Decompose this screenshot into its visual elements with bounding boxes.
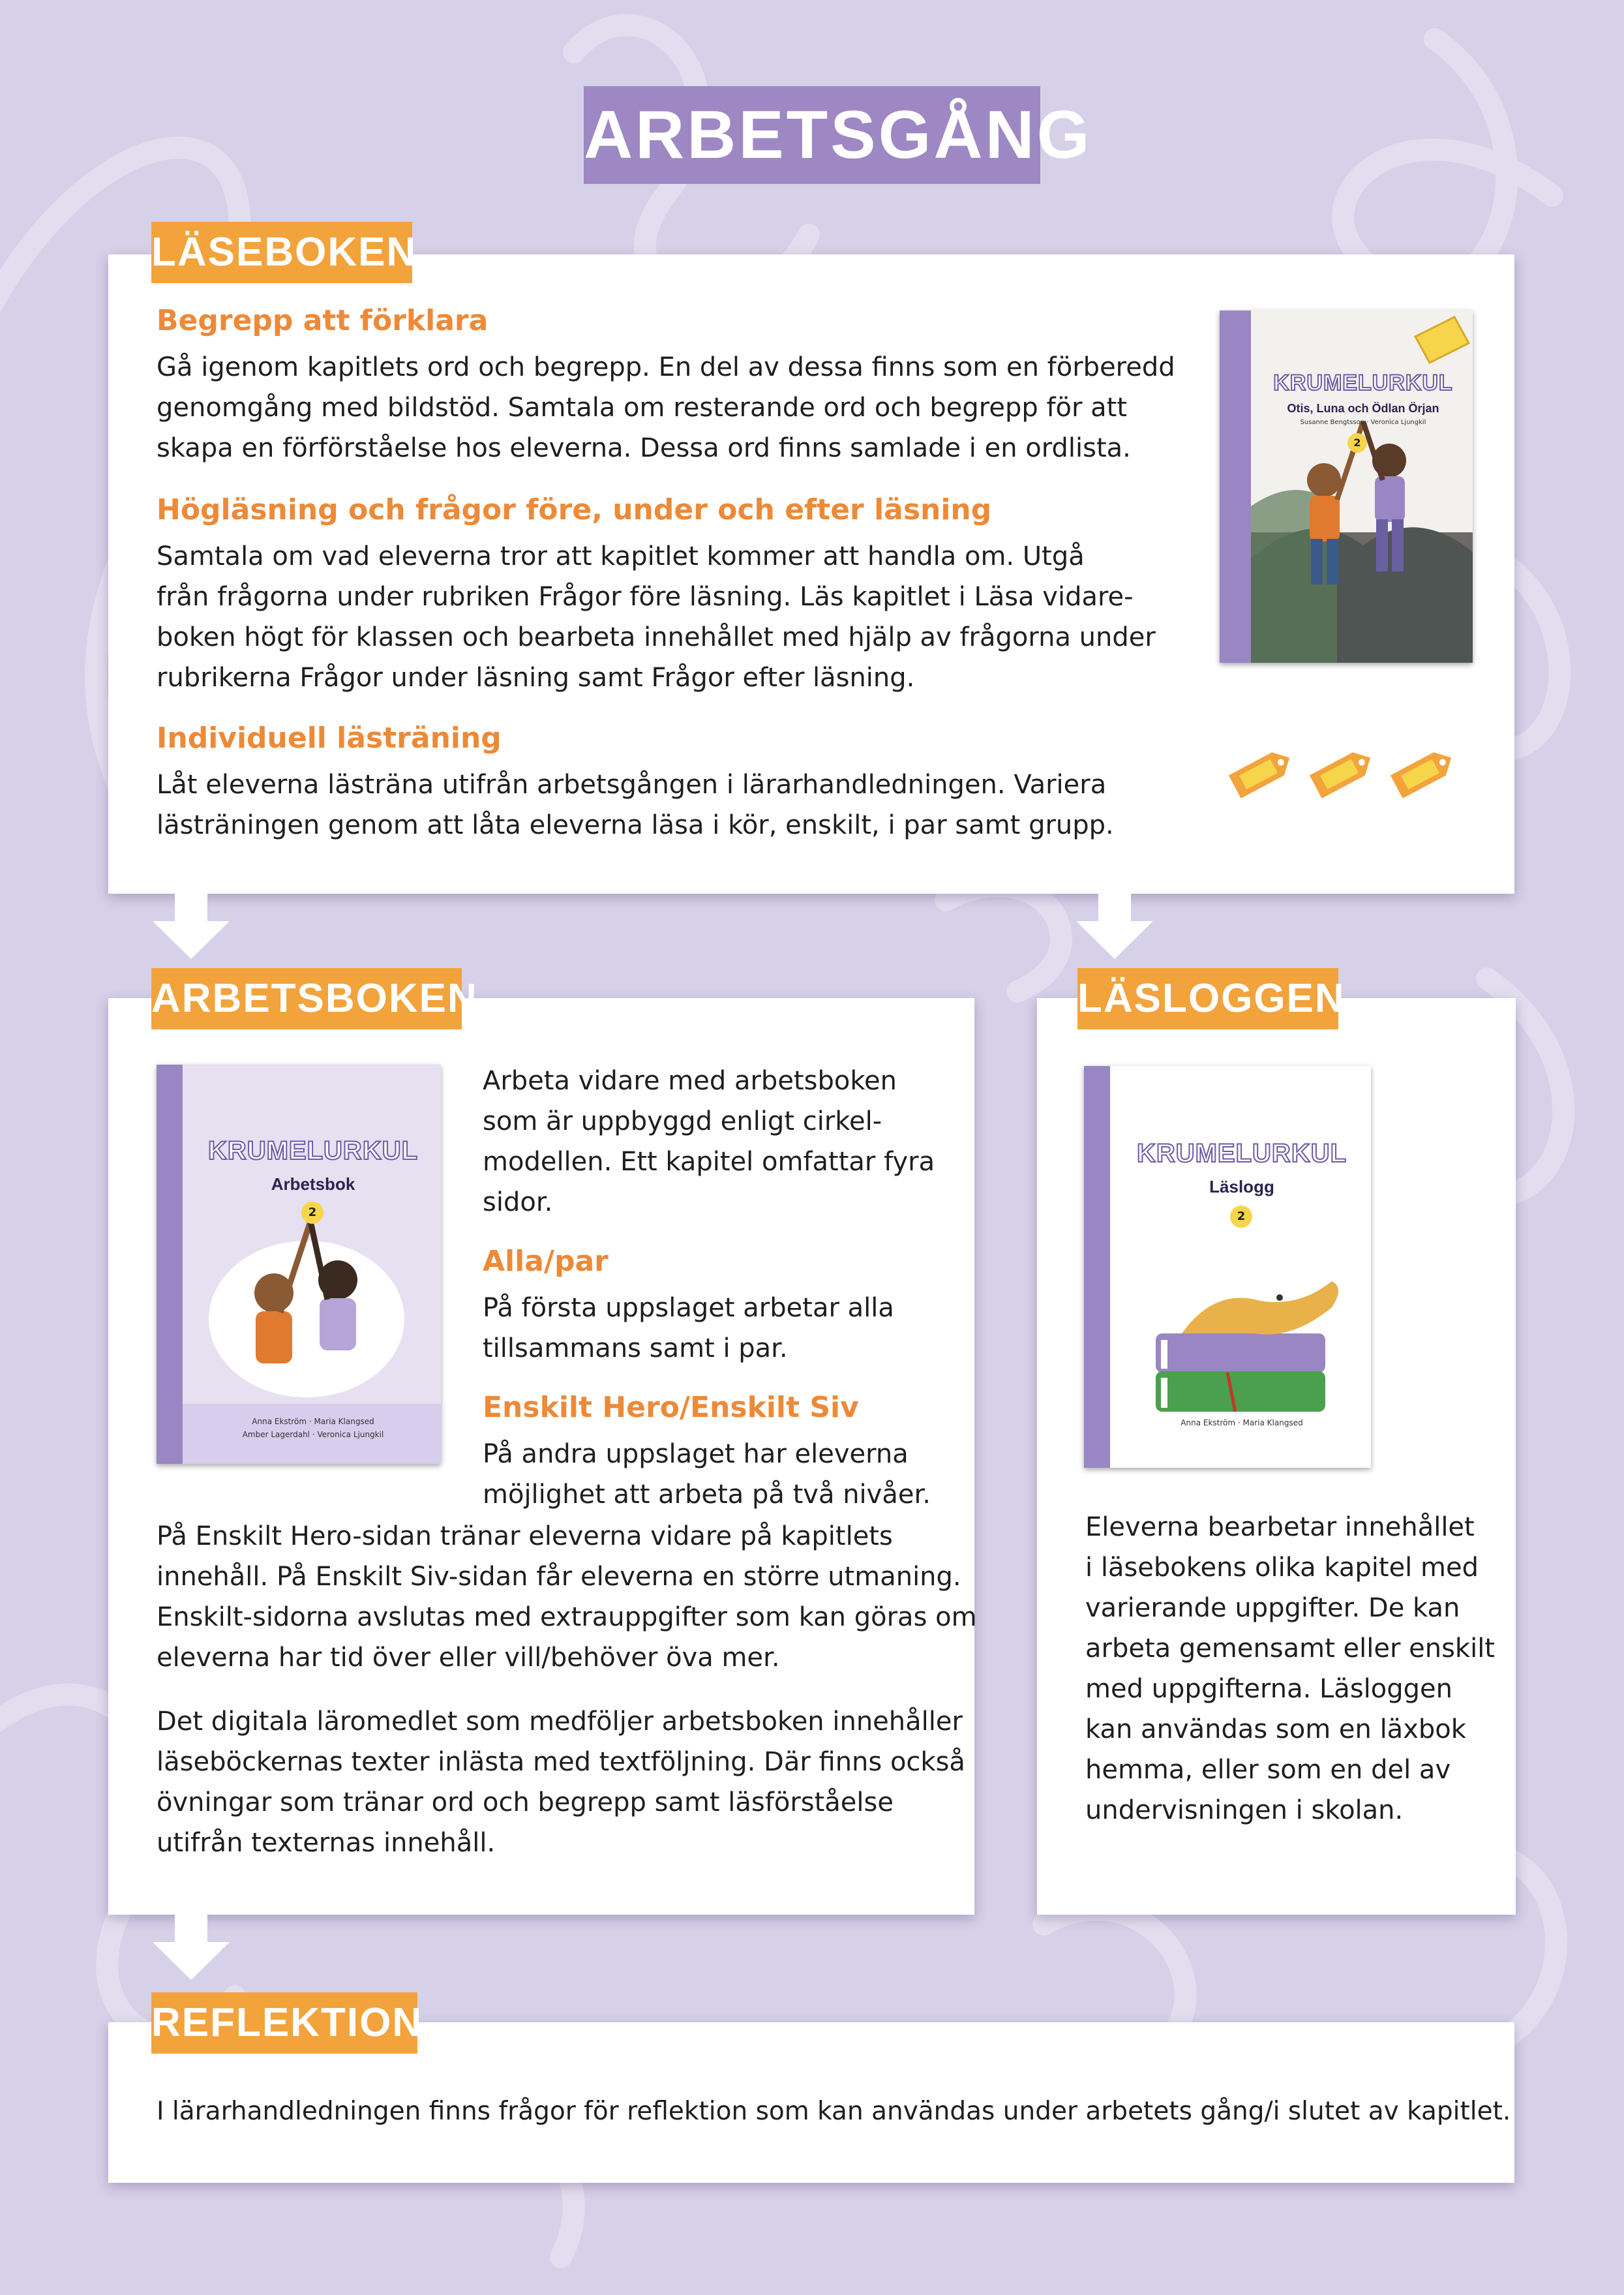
book-title: Läslogg <box>1209 1177 1274 1196</box>
alla-par-text <box>483 1288 894 1369</box>
laseboken-label-text: LÄSEBOKEN <box>151 230 417 275</box>
text-line: med uppgifterna. Läsloggen <box>1085 1674 1452 1704</box>
text-line: genomgång med bildstöd. Samtala om resterande ord och begrepp för att <box>157 393 1128 423</box>
text-line: skapa en förförståelse hos eleverna. Dessa ord finns samlade i en ordlista. <box>157 433 1131 463</box>
arbetsboken-body <box>157 1516 977 1678</box>
book-authors: Susanne Bengtsson · Veronica Ljungkil <box>1300 419 1426 426</box>
laseboken-label <box>151 222 417 283</box>
text-line: läseböckernas texter inlästa med textföljning. Där finns också <box>157 1747 965 1777</box>
text-line: På första uppslaget arbetar alla <box>483 1293 894 1323</box>
text-line: Eleverna bearbetar innehållet <box>1085 1512 1475 1542</box>
lasloggen-label-text: LÄSLOGGEN <box>1077 976 1346 1021</box>
arbetsboken-intro <box>483 1061 935 1223</box>
text-line: innehåll. På Enskilt Siv-sidan får eleverna en större utmaning. <box>157 1562 961 1592</box>
text-line: Gå igenom kapitlets ord och begrepp. En del av dessa finns som en förberedd <box>157 352 1175 382</box>
book-number: 2 <box>301 1202 323 1224</box>
text-line: övningar som tränar ord och begrepp samt läsförståelse <box>157 1787 894 1817</box>
lasloggen-book-cover <box>1084 1066 1371 1468</box>
text-line: modellen. Ett kapitel omfattar fyra <box>483 1147 935 1177</box>
section-text <box>157 765 1114 845</box>
text-line: möjlighet att arbeta på två nivåer. <box>483 1480 931 1510</box>
reflektion-text: I lärarhandledningen finns frågor för reflektion som kan användas under arbetets gång/i slutet av kapitlet. <box>157 2097 1511 2126</box>
book-authors: Anna Ekström · Maria Klangsed <box>252 1417 374 1426</box>
price-tag-icon <box>1218 737 1303 809</box>
text-line: eleverna har tid över eller vill/behöver öva mer. <box>157 1643 780 1673</box>
book-brand: KRUMELURKUL <box>1273 371 1453 395</box>
enskilt-heading: Enskilt Hero/Enskilt Siv <box>483 1391 859 1424</box>
arbetsboken-label-text: ARBETSBOKEN <box>151 976 478 1021</box>
text-line: kan användas som en läxbok <box>1085 1714 1466 1744</box>
alla-par-heading: Alla/par <box>483 1245 609 1278</box>
arrow-down-icon <box>1076 894 1153 959</box>
section-heading: Begrepp att förklara <box>157 304 489 337</box>
text-line: sidor. <box>483 1187 553 1217</box>
text-line: lästräningen genom att låta eleverna läsa i kör, enskilt, i par samt grupp. <box>157 810 1114 840</box>
arrow-down-icon <box>153 894 230 959</box>
lasloggen-label <box>1077 968 1346 1029</box>
book-brand: KRUMELURKUL <box>1136 1139 1347 1168</box>
section-text <box>157 347 1175 468</box>
page-title-banner <box>584 86 1092 184</box>
book-title: Otis, Luna och Ödlan Örjan <box>1287 402 1439 415</box>
text-line: undervisningen i skolan. <box>1085 1795 1404 1825</box>
text-line: Det digitala läromedlet som medföljer arbetsboken innehåller <box>157 1707 963 1737</box>
text-line: Samtala om vad eleverna tror att kapitlet kommer att handla om. Utgå <box>157 541 1085 571</box>
enskilt-text <box>483 1434 931 1515</box>
book-number: 2 <box>1230 1206 1252 1228</box>
arbetsboken-book-cover <box>157 1065 441 1464</box>
reflektion-label <box>151 1992 423 2054</box>
text-line: tillsammans samt i par. <box>483 1333 788 1363</box>
text-line: som är uppbyggd enligt cirkel- <box>483 1106 882 1136</box>
section-heading: Individuell lästräning <box>157 722 502 755</box>
laseboken-book-cover <box>1220 311 1473 663</box>
book-title: Arbetsbok <box>271 1174 355 1194</box>
section-heading: Högläsning och frågor före, under och efter läsning <box>157 493 992 526</box>
text-line: från frågorna under rubriken Frågor före läsning. Läs kapitlet i Läsa vidare- <box>157 582 1134 612</box>
lasloggen-text <box>1085 1507 1495 1831</box>
arbetsboken-label <box>151 968 478 1029</box>
section-text <box>157 536 1156 698</box>
reflektion-label-text: REFLEKTION <box>151 2000 423 2045</box>
page-title: ARBETSGÅNG <box>584 97 1092 173</box>
book-number: 2 <box>1347 433 1367 453</box>
book-authors: Anna Ekström · Maria Klangsed <box>1180 1418 1303 1427</box>
arrow-down-icon <box>153 1915 230 1980</box>
book-authors: Amber Lagerdahl · Veronica Ljungkil <box>242 1430 384 1439</box>
text-line: Arbeta vidare med arbetsboken <box>483 1066 897 1096</box>
price-tag-icon <box>1380 737 1465 809</box>
text-line: hemma, eller som en del av <box>1085 1755 1451 1785</box>
text-line: På Enskilt Hero-sidan tränar eleverna vidare på kapitlets <box>157 1521 893 1551</box>
text-line: arbeta gemensamt eller enskilt <box>1085 1634 1495 1664</box>
text-line: Låt eleverna lästräna utifrån arbetsgången i lärarhandledningen. Variera <box>157 770 1107 800</box>
text-line: varierande uppgifter. De kan <box>1085 1593 1460 1623</box>
text-line: Enskilt-sidorna avslutas med extrauppgifter som kan göras om <box>157 1602 977 1632</box>
book-brand: KRUMELURKUL <box>207 1136 419 1165</box>
arbetsboken-digital <box>157 1701 965 1863</box>
text-line: boken högt för klassen och bearbeta innehållet med hjälp av frågorna under <box>157 622 1156 652</box>
text-line: rubrikerna Frågor under läsning samt Frågor efter läsning. <box>157 663 915 693</box>
text-line: utifrån texternas innehåll. <box>157 1828 496 1858</box>
price-tag-icon <box>1299 737 1384 809</box>
text-line: i läsebokens olika kapitel med <box>1085 1553 1479 1583</box>
text-line: På andra uppslaget har eleverna <box>483 1439 909 1469</box>
